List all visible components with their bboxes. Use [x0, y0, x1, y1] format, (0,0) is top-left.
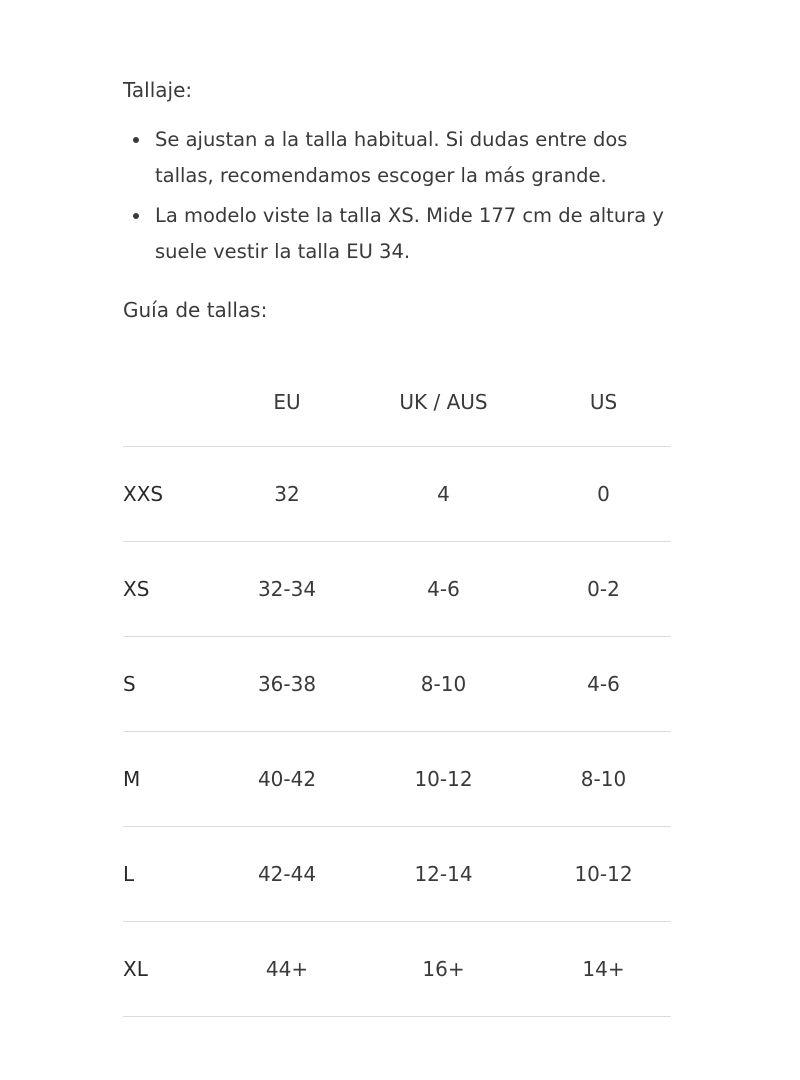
fit-heading: Tallaje:	[123, 78, 193, 102]
size-label-cell: L	[123, 862, 135, 886]
table-row	[123, 827, 671, 922]
uk-aus-size-cell: 4	[437, 482, 450, 506]
size-label-cell: S	[123, 672, 136, 696]
uk-aus-size-cell: 12-14	[414, 862, 473, 886]
eu-size-cell: 36-38	[257, 672, 317, 696]
size-guide-table	[123, 358, 671, 1017]
table-header-row	[123, 358, 671, 447]
table-row	[123, 732, 671, 827]
us-size-cell: 10-12	[574, 862, 633, 886]
fit-notes-list	[123, 122, 683, 270]
table-row	[123, 637, 671, 732]
table-row	[123, 447, 671, 542]
uk-aus-size-cell: 10-12	[414, 767, 473, 791]
uk-aus-size-cell: 8-10	[420, 672, 467, 696]
us-size-cell: 8-10	[580, 767, 627, 791]
eu-size-cell: 44+	[265, 957, 309, 981]
fit-note-text: La modelo viste la talla XS. Mide 177 cm de altura y suele vestir la talla EU 34.	[155, 204, 664, 263]
us-size-cell: 0	[597, 482, 610, 506]
us-size-cell: 14+	[582, 957, 625, 981]
size-label-cell: XL	[123, 957, 148, 981]
fit-note-text: Se ajustan a la talla habitual. Si dudas entre dos tallas, recomendamos escoger la más grande.	[155, 128, 628, 187]
header-cell-us: US	[589, 390, 618, 414]
table-row	[123, 542, 671, 637]
fit-note	[123, 198, 683, 270]
header-cell-uk-aus: UK / AUS	[399, 390, 488, 414]
us-size-cell: 0-2	[587, 577, 620, 601]
size-guide-heading: Guía de tallas:	[123, 298, 268, 322]
bullet-icon	[133, 213, 139, 219]
header-cell-eu: EU	[273, 390, 301, 414]
table-row	[123, 922, 671, 1017]
eu-size-cell: 42-44	[257, 862, 317, 886]
product-size-info	[123, 72, 683, 1017]
eu-size-cell: 32	[274, 482, 300, 506]
header-cell-size	[123, 358, 223, 447]
eu-size-cell: 32-34	[257, 577, 317, 601]
uk-aus-size-cell: 16+	[422, 957, 465, 981]
fit-note	[123, 122, 683, 194]
uk-aus-size-cell: 4-6	[427, 577, 460, 601]
eu-size-cell: 40-42	[257, 767, 317, 791]
us-size-cell: 4-6	[587, 672, 620, 696]
size-label-cell: XS	[123, 577, 150, 601]
size-label-cell: M	[123, 767, 141, 791]
size-label-cell: XXS	[123, 482, 164, 506]
bullet-icon	[133, 137, 139, 143]
